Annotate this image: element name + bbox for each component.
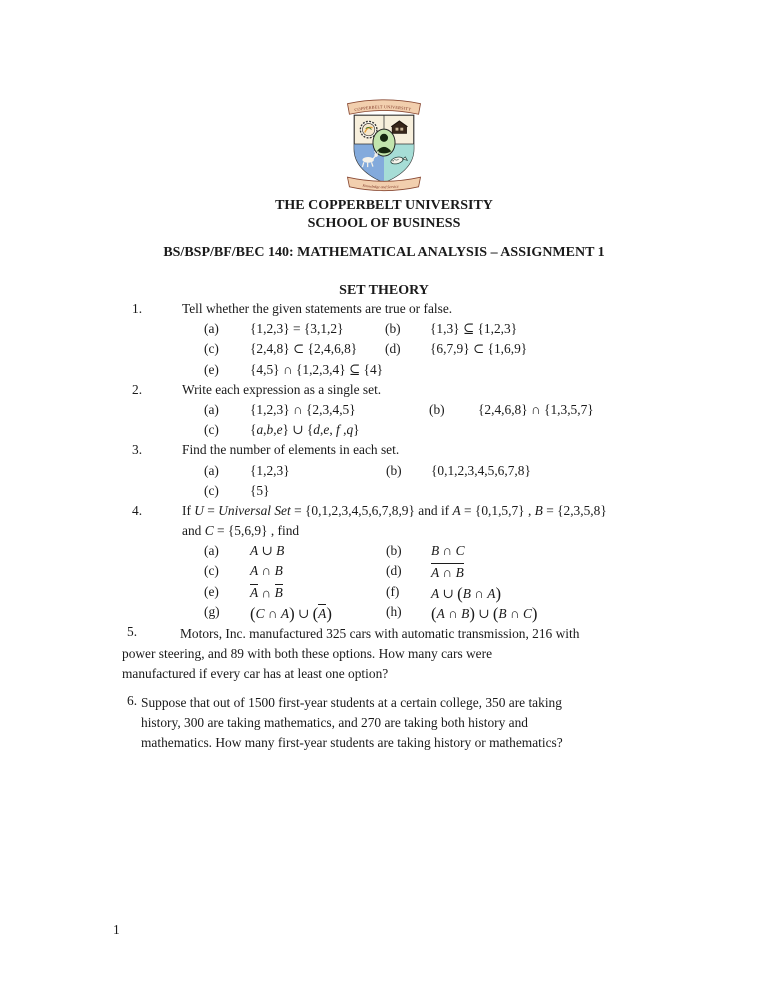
crest-banner-text: COPPERBELT UNIVERSITY — [354, 104, 412, 113]
question-number: 2. — [132, 381, 143, 397]
question-4 — [0, 503, 768, 523]
item-label: (a) — [204, 401, 219, 417]
item-label: (c) — [204, 563, 219, 579]
item-expression: A ∪ B — [250, 543, 285, 559]
question-number: 1. — [132, 301, 143, 316]
item-expression: {4,5} ∩ {1,2,3,4} ⊆ {4} — [250, 361, 384, 377]
school-name: SCHOOL OF BUSINESS — [307, 216, 461, 231]
university-name: THE COPPERBELT UNIVERSITY — [275, 198, 493, 213]
question-number: 4. — [132, 502, 143, 518]
item-expression: {2,4,8} ⊂ {2,4,6,8} — [250, 341, 358, 357]
item-expression: (A ∩ B) ∪ (B ∩ C) — [431, 603, 538, 623]
question-1 — [0, 301, 768, 321]
item-label: (e) — [204, 583, 219, 599]
item-label: (f) — [386, 583, 400, 599]
item-expression: {1,2,3} — [250, 462, 290, 478]
item-expression: A ∩ B — [431, 564, 464, 580]
item-label: (d) — [386, 563, 402, 579]
question-3-items-row — [0, 483, 768, 503]
question-4-items-row — [0, 604, 768, 624]
item-expression: {2,4,6,8} ∩ {1,3,5,7} — [478, 401, 594, 417]
question-text-line: Motors, Inc. manufactured 325 cars with automatic transmission, 216 with — [180, 626, 580, 641]
question-text: Find the number of elements in each set. — [182, 442, 400, 458]
item-expression: {6,7,9} ⊂ {1,6,9} — [430, 341, 528, 357]
question-text-line: mathematics. How many first-year students are taking history or mathematics? — [141, 735, 563, 751]
question-number: 3. — [132, 442, 143, 458]
question-list — [0, 301, 768, 753]
item-expression: B ∩ C — [431, 543, 465, 559]
question-4-items-row — [0, 584, 768, 604]
item-label: (d) — [385, 341, 401, 357]
question-4-intro-2 — [0, 523, 768, 543]
item-label: (e) — [204, 361, 219, 377]
item-expression: {a,b,e} ∪ {d,e, f ,q} — [250, 422, 360, 438]
question-2-items-row — [0, 402, 768, 422]
question-text: and C = {5,6,9} , find — [182, 523, 300, 539]
question-5 — [0, 624, 768, 685]
item-label: (c) — [204, 482, 219, 498]
item-label: (a) — [204, 543, 219, 559]
question-text: Tell whether the given statements are true or false. — [182, 301, 453, 316]
item-label: (b) — [385, 321, 401, 337]
item-expression: {1,3} ⊆ {1,2,3} — [430, 321, 518, 337]
item-expression: A ∩ B — [250, 585, 283, 601]
question-1-items-row — [0, 341, 768, 361]
question-2 — [0, 382, 768, 402]
item-expression: {5} — [250, 482, 270, 498]
crest-motto-text: Knowledge and Service — [362, 183, 399, 190]
question-text-line: Suppose that out of 1500 first-year students at a certain college, 350 are taking — [141, 694, 562, 710]
item-label: (a) — [204, 462, 219, 478]
question-1-items-row — [0, 362, 768, 382]
university-crest — [340, 96, 428, 194]
course-title: BS/BSP/BF/BEC 140: MATHEMATICAL ANALYSIS – ASSIGNMENT 1 — [163, 245, 605, 260]
question-3 — [0, 442, 768, 462]
item-expression: {0,1,2,3,4,5,6,7,8} — [431, 462, 531, 478]
item-expression: (C ∩ A) ∪ (A) — [250, 603, 332, 623]
item-expression: {1,2,3} ∩ {2,3,4,5} — [250, 401, 356, 417]
page-number: 1 — [113, 922, 120, 937]
item-label: (a) — [204, 321, 219, 337]
question-1-items-row — [0, 321, 768, 341]
question-text: If U = Universal Set = {0,1,2,3,4,5,6,7,8,9} and if A = {0,1,5,7} , B = {2,3,5,8} — [182, 502, 607, 518]
item-expression: A ∩ B — [250, 563, 283, 579]
item-label: (h) — [386, 603, 402, 619]
question-text-line: manufactured if every car has at least one option? — [122, 666, 389, 682]
question-text-line: history, 300 are taking mathematics, and 270 are taking both history and — [141, 714, 528, 730]
question-4-items-row — [0, 543, 768, 563]
question-text-line: power steering, and 89 with both these options. How many cars were — [122, 646, 493, 662]
question-3-items-row — [0, 463, 768, 483]
item-expression: A ∪ (B ∩ A) — [431, 583, 502, 603]
question-number: 5. — [127, 624, 138, 639]
item-expression: {1,2,3} = {3,1,2} — [250, 321, 344, 337]
item-label: (b) — [386, 543, 402, 559]
question-4-items-row — [0, 563, 768, 583]
question-2-items-row — [0, 422, 768, 442]
question-text: Write each expression as a single set. — [182, 381, 382, 397]
item-label: (b) — [386, 462, 402, 478]
person-icon — [373, 129, 395, 156]
item-label: (c) — [204, 341, 219, 357]
question-6 — [0, 693, 768, 754]
question-number: 6. — [127, 692, 138, 708]
item-label: (b) — [429, 401, 445, 417]
item-label: (g) — [204, 603, 220, 619]
section-title: SET THEORY — [339, 283, 429, 298]
item-label: (c) — [204, 422, 219, 438]
